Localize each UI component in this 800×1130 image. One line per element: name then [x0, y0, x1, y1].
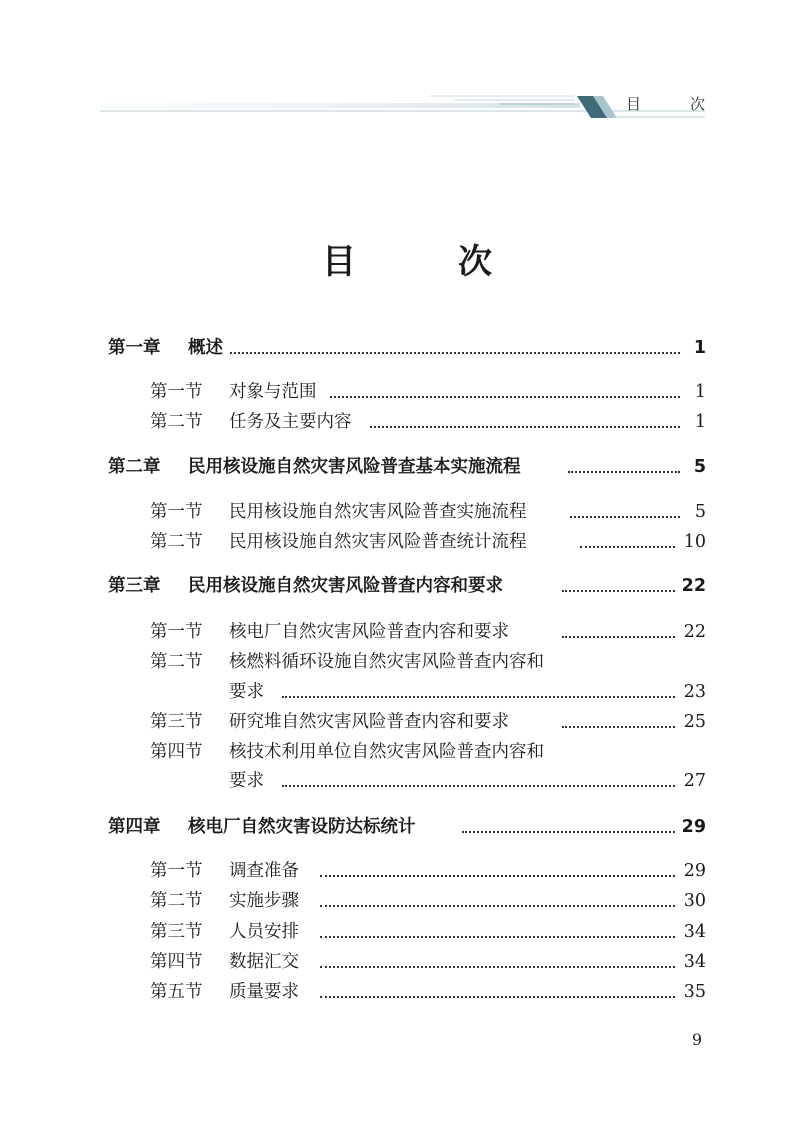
toc-chapter-label: 第二章	[108, 457, 161, 477]
toc-page-number: 22	[681, 576, 706, 596]
toc-section-label: 第四节	[150, 952, 203, 972]
toc-leader-dots	[370, 426, 680, 428]
toc-section-title: 对象与范围	[229, 382, 317, 402]
toc-section-label: 第二节	[150, 532, 203, 552]
toc-page-number: 23	[683, 682, 706, 702]
toc-section-row[interactable]	[0, 947, 800, 977]
toc-section-label: 第四节	[150, 742, 203, 762]
toc-chapter-title: 核电厂自然灾害设防达标统计	[188, 817, 416, 837]
toc-leader-dots	[580, 546, 675, 548]
toc-section-row[interactable]	[0, 886, 800, 916]
toc-section-title-continued: 要求	[229, 771, 264, 791]
toc-section-title: 民用核设施自然灾害风险普查实施流程	[229, 502, 527, 522]
toc-leader-dots	[230, 352, 680, 354]
toc-chapter-row[interactable]	[0, 452, 800, 482]
toc-leader-dots	[462, 831, 675, 833]
toc-page-number: 5	[694, 502, 706, 522]
toc-section-title: 研究堆自然灾害风险普查内容和要求	[229, 712, 509, 732]
toc-section-row[interactable]	[0, 407, 800, 437]
toc-page-number: 25	[683, 712, 706, 732]
toc-chapter-label: 第一章	[108, 338, 161, 358]
toc-section-row[interactable]	[0, 856, 800, 886]
toc-section-title: 数据汇交	[229, 952, 299, 972]
toc-leader-dots	[320, 875, 675, 877]
toc-leader-dots	[282, 696, 675, 698]
toc-page-number: 22	[683, 622, 706, 642]
toc-leader-dots	[320, 905, 675, 907]
toc-page-number: 27	[683, 771, 706, 791]
toc-section-title: 核燃料循环设施自然灾害风险普查内容和	[229, 652, 544, 672]
toc-leader-dots	[282, 785, 675, 787]
toc-section-label: 第二节	[150, 652, 203, 672]
toc-chapter-row[interactable]	[0, 333, 800, 363]
toc-leader-dots	[320, 996, 675, 998]
toc-leader-dots	[320, 936, 675, 938]
page-title-right: 次	[458, 242, 492, 282]
toc-page-number: 30	[683, 891, 706, 911]
toc-section-label: 第一节	[150, 382, 203, 402]
toc-chapter-title: 概述	[188, 338, 223, 358]
running-header-right-char: 次	[690, 95, 706, 113]
toc-section-row[interactable]	[0, 527, 800, 557]
toc-chapter-label: 第三章	[108, 576, 161, 596]
toc-section-label: 第一节	[150, 861, 203, 881]
toc-leader-dots	[562, 726, 675, 728]
toc-section-row[interactable]	[0, 377, 800, 407]
toc-section-title: 任务及主要内容	[229, 412, 352, 432]
toc-leader-dots	[570, 516, 680, 518]
toc-chapter-label: 第四章	[108, 817, 161, 837]
page-title	[0, 234, 800, 284]
toc-page-number: 34	[683, 922, 706, 942]
toc-section-label: 第五节	[150, 982, 203, 1002]
toc-section-label: 第一节	[150, 622, 203, 642]
toc-page-number: 1	[693, 338, 706, 358]
toc-section-row[interactable]	[0, 917, 800, 947]
running-header-left-char: 目	[626, 95, 642, 113]
toc-section-title: 核技术利用单位自然灾害风险普查内容和	[229, 742, 544, 762]
toc-section-row[interactable]	[0, 497, 800, 527]
toc-page-number: 5	[693, 457, 706, 477]
toc-page-number: 10	[683, 532, 706, 552]
toc-chapter-row[interactable]	[0, 571, 800, 601]
toc-section-title: 调查准备	[229, 861, 299, 881]
toc-section-label: 第二节	[150, 412, 203, 432]
toc-section-row[interactable]	[0, 647, 800, 677]
toc-leader-dots	[330, 396, 680, 398]
toc-section-title: 人员安排	[229, 922, 299, 942]
toc-section-title: 实施步骤	[229, 891, 299, 911]
toc-chapter-title: 民用核设施自然灾害风险普查内容和要求	[188, 576, 503, 596]
toc-section-title: 质量要求	[229, 982, 299, 1002]
toc-section-row[interactable]	[0, 977, 800, 1007]
toc-section-label: 第三节	[150, 922, 203, 942]
toc-section-title-continued: 要求	[229, 682, 264, 702]
toc-section-label: 第一节	[150, 502, 203, 522]
toc-chapter-title: 民用核设施自然灾害风险普查基本实施流程	[188, 457, 521, 477]
toc-page-number: 35	[683, 982, 706, 1002]
toc-section-row-continued[interactable]	[0, 766, 800, 796]
toc-section-label: 第二节	[150, 891, 203, 911]
toc-page-number: 34	[683, 952, 706, 972]
toc-section-label: 第三节	[150, 712, 203, 732]
toc-section-title: 核电厂自然灾害风险普查内容和要求	[229, 622, 509, 642]
toc-page-number: 29	[683, 861, 706, 881]
toc-leader-dots	[320, 966, 675, 968]
toc-page-number: 29	[681, 817, 706, 837]
toc-section-row-continued[interactable]	[0, 677, 800, 707]
toc-leader-dots	[562, 636, 675, 638]
page-title-left: 目	[322, 242, 356, 282]
toc-leader-dots	[568, 471, 680, 473]
toc-section-row[interactable]	[0, 737, 800, 767]
toc-section-row[interactable]	[0, 707, 800, 737]
toc-leader-dots	[562, 590, 675, 592]
toc-section-row[interactable]	[0, 617, 800, 647]
running-header-decoration	[0, 0, 800, 140]
toc-section-title: 民用核设施自然灾害风险普查统计流程	[229, 532, 527, 552]
toc-page-number: 1	[694, 382, 706, 402]
toc-page-number: 1	[694, 412, 706, 432]
page-number: 9	[691, 1030, 702, 1049]
toc-chapter-row[interactable]	[0, 812, 800, 842]
